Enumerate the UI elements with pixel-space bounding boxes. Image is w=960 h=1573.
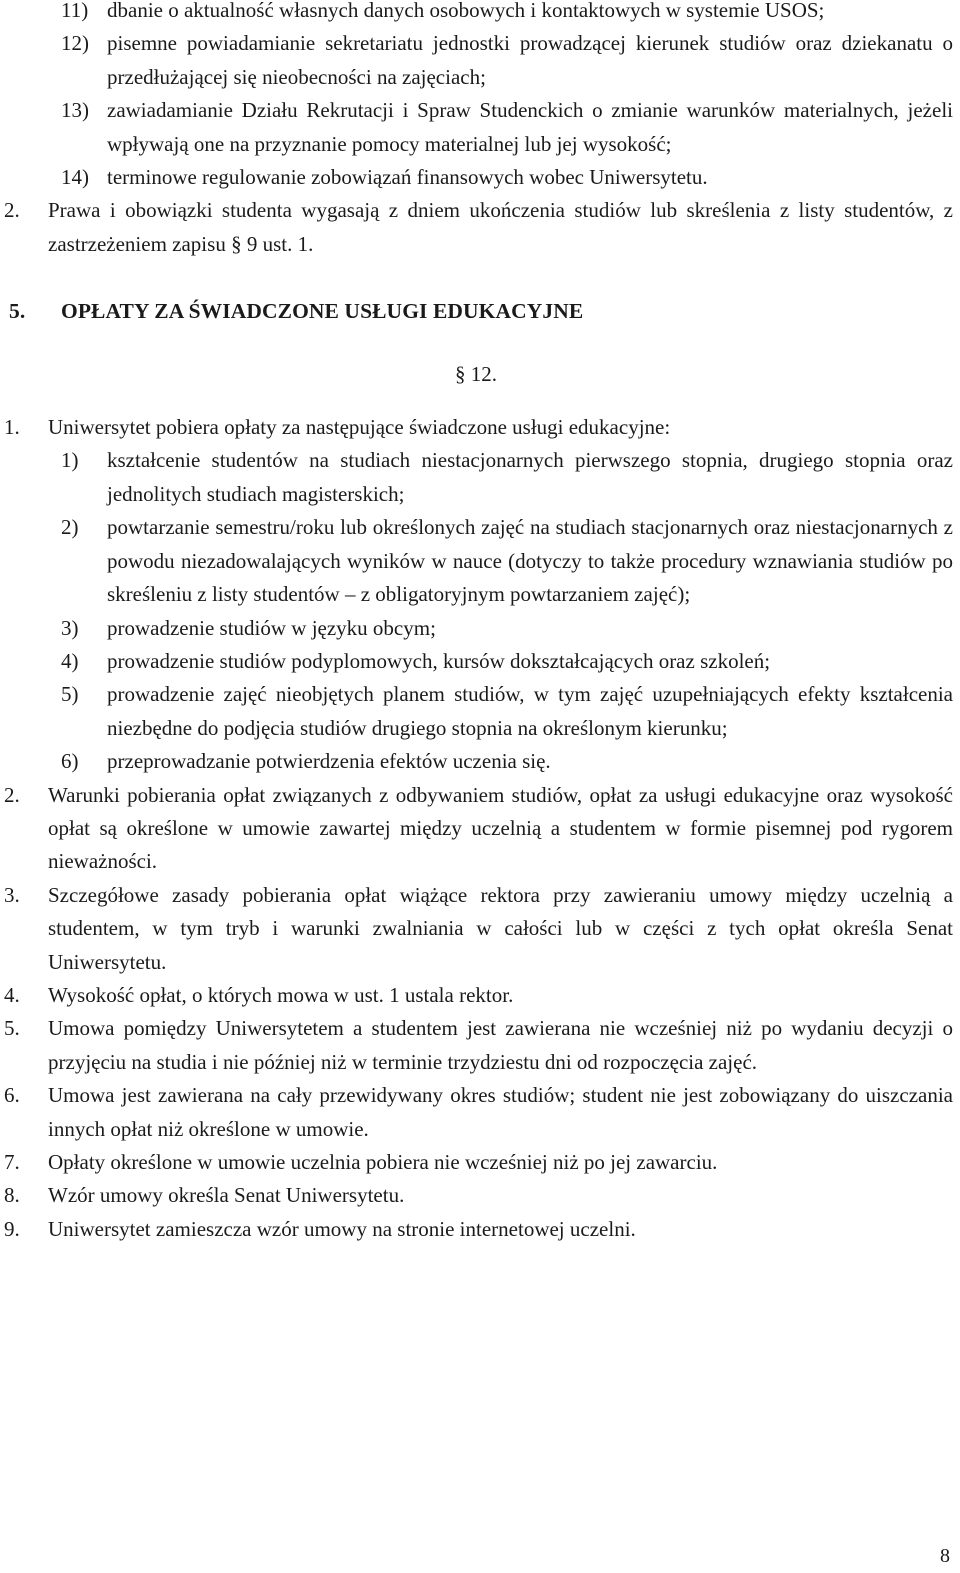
list-item — [61, 27, 953, 94]
numbered-point — [4, 411, 953, 444]
list-item — [61, 511, 953, 611]
point-text: Opłaty określone w umowie uczelnia pobiera nie wcześniej niż po jej zawarciu. — [48, 1150, 718, 1174]
list-item — [61, 612, 953, 645]
point-text: Uniwersytet zamieszcza wzór umowy na stronie internetowej uczelni. — [48, 1216, 636, 1241]
point-number: 9. — [4, 1216, 20, 1241]
point-text: Uniwersytet pobiera opłaty za następujące świadczone usługi edukacyjne: — [48, 415, 671, 440]
point-text: Umowa pomiędzy Uniwersytetem a studentem jest zawierana nie wcześniej niż po wydaniu decyzji o przyjęciu na studia i nie później niż w terminie trzydziestu dni od rozpoczęcia zajęć. — [48, 1016, 953, 1074]
list-item-number: 3) — [61, 615, 79, 640]
numbered-point — [4, 1146, 953, 1179]
section-heading — [9, 295, 960, 328]
numbered-point — [4, 194, 953, 261]
list-item — [61, 444, 953, 511]
point-number: 2. — [4, 782, 20, 807]
point-number: 5. — [4, 1016, 20, 1041]
point-text: Prawa i obowiązki studenta wygasają z dniem ukończenia studiów lub skreślenia z listy studentów, z zastrzeżeniem zapisu § 9 ust. 1. — [48, 198, 953, 256]
point-text: Wysokość opłat, o których mowa w ust. 1 ustala rektor. — [48, 982, 514, 1007]
numbered-point — [4, 1079, 953, 1146]
numbered-point — [4, 779, 953, 879]
section-title: OPŁATY ZA ŚWIADCZONE USŁUGI EDUKACYJNE — [61, 299, 584, 324]
point-text: Szczegółowe zasady pobierania opłat wiążące rektora przy zawieraniu umowy między uczelnią a studentem, w tym tryb i warunki zwalniania w całości lub w części z tych opłat określa Senat Uniwersytetu. — [48, 882, 953, 974]
list-item-number: 1) — [61, 448, 79, 473]
list-item — [61, 94, 953, 161]
numbered-point — [4, 1213, 953, 1246]
list-item-number: 11) — [61, 0, 89, 22]
list-item-number: 6) — [61, 749, 79, 774]
point-text: Warunki pobierania opłat związanych z odbywaniem studiów, opłat za usługi edukacyjne oraz wysokość opłat są określone w umowie zawartej między uczelnią a studentem w formie pisemnej pod rygorem nieważności. — [48, 782, 953, 874]
list-item — [61, 645, 953, 678]
numbered-point — [4, 1179, 953, 1212]
list-item-text: pisemne powiadamianie sekretariatu jednostki prowadzącej kierunek studiów oraz dziekanatu o przedłużającej się nieobecności na zajęciach; — [107, 31, 953, 89]
list-item — [61, 161, 953, 194]
list-item-number: 2) — [61, 515, 79, 540]
point-text: Umowa jest zawierana na cały przewidywany okres studiów; student nie jest zobowiązany do uiszczania innych opłat niż określone w umowie. — [48, 1083, 953, 1141]
page-number: 8 — [940, 1545, 950, 1567]
list-item-text: prowadzenie zajęć nieobjętych planem studiów, w tym zajęć uzupełniających efekty kształcenia niezbędne do podjęcia studiów drugiego stopnia na określonym kierunku; — [107, 682, 953, 740]
point-number: 2. — [4, 198, 20, 223]
point-number: 3. — [4, 882, 20, 907]
section-number: 5. — [9, 299, 26, 324]
point-text: Wzór umowy określa Senat Uniwersytetu. — [48, 1183, 405, 1208]
point-number: 1. — [4, 415, 20, 440]
list-item-text: przeprowadzanie potwierdzenia efektów uczenia się. — [107, 749, 551, 774]
list-item-number: 12) — [61, 31, 89, 56]
list-item-text: terminowe regulowanie zobowiązań finansowych wobec Uniwersytetu. — [107, 165, 708, 190]
list-item-text: dbanie o aktualność własnych danych osobowych i kontaktowych w systemie USOS; — [107, 0, 825, 22]
numbered-point — [4, 1012, 953, 1079]
list-item-text: kształcenie studentów na studiach niestacjonarnych pierwszego stopnia, drugiego stopnia oraz jednolitych studiach magisterskich; — [107, 448, 953, 506]
list-item-text: zawiadamianie Działu Rekrutacji i Spraw Studenckich o zmianie warunków materialnych, jeżeli wpływają one na przyznanie pomocy materialnej lub jej wysokość; — [107, 98, 953, 156]
numbered-point — [4, 879, 953, 979]
list-item-number: 4) — [61, 648, 79, 673]
list-item-text: powtarzanie semestru/roku lub określonych zajęć na studiach stacjonarnych oraz niestacjonarnych z powodu niezadowalających wyników w nauce (dotyczy to także procedury wznawiania studiów po skreśleniu z listy studentów – z obligatoryjnym powtarzaniem zajęć); — [107, 515, 953, 607]
point-number: 4. — [4, 982, 20, 1007]
list-item-text: prowadzenie studiów podyplomowych, kursów dokształcających oraz szkoleń; — [107, 648, 771, 673]
list-item-number: 14) — [61, 165, 89, 190]
point-number: 8. — [4, 1183, 20, 1208]
list-item-number: 13) — [61, 98, 89, 123]
numbered-point — [4, 979, 953, 1012]
paragraph-mark: § 12. — [455, 361, 497, 386]
list-item-text: prowadzenie studiów w języku obcym; — [107, 615, 436, 640]
list-item-number: 5) — [61, 682, 79, 707]
list-item — [61, 678, 953, 745]
list-item — [61, 745, 953, 778]
list-item — [61, 0, 953, 27]
point-number: 6. — [4, 1083, 20, 1108]
point-number: 7. — [4, 1150, 20, 1174]
